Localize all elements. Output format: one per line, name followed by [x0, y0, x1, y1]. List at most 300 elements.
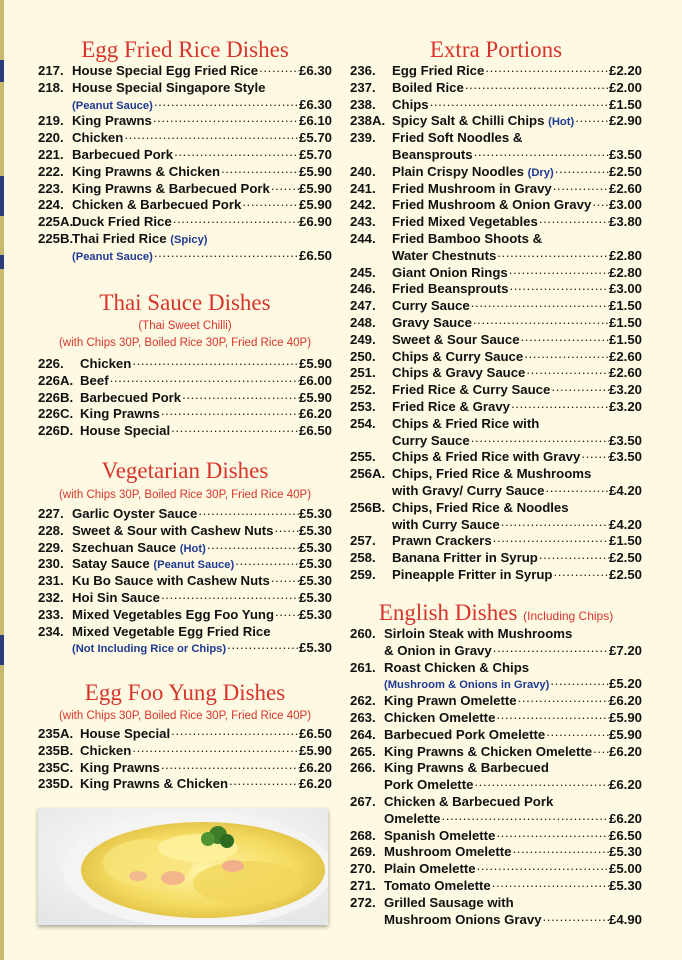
- item-name: Grilled Sausage with: [384, 894, 514, 910]
- item-number: 233.: [38, 606, 64, 622]
- item-name: Fried Beansprouts: [392, 281, 509, 297]
- item-price: £6.20: [298, 759, 332, 775]
- price-leader-dots: [496, 248, 609, 260]
- price-leader-dots: [153, 248, 299, 260]
- item-number: 268.: [350, 827, 376, 843]
- menu-item-line: [350, 197, 642, 214]
- page-edge-mark: [0, 60, 4, 82]
- item-price: £1.50: [608, 315, 642, 330]
- item-price: £6.10: [298, 113, 332, 129]
- item-name: King Prawns: [80, 406, 160, 422]
- omelette-photo-icon: [38, 808, 328, 925]
- item-price: £1.50: [608, 533, 642, 549]
- item-name: Chips, Fried Rice & Noodles: [392, 499, 569, 515]
- menu-item: [350, 828, 642, 845]
- menu-item-line: [350, 332, 642, 349]
- item-tag: (Hot): [548, 116, 575, 129]
- item-number: 243.: [350, 214, 376, 230]
- menu-item: [38, 147, 332, 164]
- english-title-note: (Including Chips): [523, 609, 614, 623]
- menu-item: [350, 298, 642, 315]
- item-number: 228.: [38, 522, 64, 538]
- price-leader-dots: [228, 776, 299, 788]
- price-leader-dots: [523, 349, 609, 361]
- price-leader-dots: [440, 811, 609, 823]
- item-price: £1.50: [608, 96, 642, 112]
- menu-item: [38, 197, 332, 214]
- item-name: King Prawn Omelette: [384, 693, 517, 709]
- item-subtitle: (Mushroom & Onions in Gravy): [384, 679, 550, 692]
- price-leader-dots: [549, 676, 609, 688]
- item-name: Tomato Omelette: [384, 878, 491, 893]
- item-number: 236.: [350, 63, 376, 78]
- item-number: 265.: [350, 743, 376, 759]
- item-name-continued: Beansprouts: [392, 146, 473, 162]
- price-leader-dots: [509, 281, 609, 293]
- menu-item-line: [38, 743, 332, 760]
- item-name: Mixed Vegetables Egg Foo Yung: [72, 606, 275, 622]
- menu-item-line: [350, 676, 642, 693]
- item-name-continued: Pork Omelette: [384, 777, 474, 793]
- price-leader-dots: [274, 523, 299, 535]
- item-price: £1.50: [608, 331, 642, 347]
- item-price: £5.20: [608, 676, 642, 692]
- menu-item: [38, 181, 332, 198]
- item-name: Chicken: [80, 742, 132, 758]
- item-name: Chicken & Barbecued Pork: [384, 794, 554, 809]
- menu-item: [38, 743, 332, 760]
- item-number: 264.: [350, 726, 376, 742]
- item-number: 248.: [350, 315, 376, 330]
- menu-item: [38, 390, 332, 407]
- item-price: £4.20: [608, 482, 642, 498]
- price-leader-dots: [472, 315, 609, 327]
- item-name: Gravy Sauce: [392, 315, 472, 330]
- item-name: Fried Bamboo Shoots &: [392, 231, 543, 246]
- price-leader-dots: [525, 365, 609, 377]
- price-leader-dots: [109, 373, 299, 385]
- price-leader-dots: [153, 97, 299, 109]
- item-number: 245.: [350, 264, 376, 280]
- section-note: (with Chips 30P, Boiled Rice 30P, Fried Rice 40P): [58, 489, 312, 501]
- item-name: King Prawns: [80, 759, 160, 775]
- menu-item-line: [350, 113, 642, 130]
- item-price: £5.90: [298, 389, 332, 405]
- menu-item: [38, 356, 332, 373]
- menu-item-line: [38, 406, 332, 423]
- item-price: £3.00: [608, 281, 642, 297]
- item-name: Chips & Fried Rice with: [392, 415, 540, 431]
- menu-item-line: [38, 356, 332, 373]
- menu-item: [38, 231, 332, 265]
- menu-item: [350, 164, 642, 181]
- menu-item-line: [38, 130, 332, 147]
- price-leader-dots: [492, 533, 609, 545]
- item-name: Chicken: [80, 356, 132, 371]
- item-number: 260.: [350, 626, 376, 641]
- price-leader-dots: [592, 744, 609, 756]
- menu-item: [350, 416, 642, 450]
- price-leader-dots: [542, 912, 609, 924]
- item-price: £6.20: [298, 406, 332, 422]
- price-leader-dots: [241, 197, 299, 209]
- section-title: Extra Portions: [429, 37, 563, 62]
- menu-item: [38, 760, 332, 777]
- price-leader-dots: [274, 607, 299, 619]
- price-leader-dots: [517, 693, 609, 705]
- item-price: £5.30: [298, 506, 332, 521]
- menu-item: [38, 373, 332, 390]
- price-leader-dots: [234, 556, 299, 568]
- menu-item-line: [38, 640, 332, 657]
- price-leader-dots: [206, 540, 299, 552]
- item-name: Thai Fried Rice: [72, 231, 167, 246]
- menu-item-line: [350, 349, 642, 366]
- item-number: 253.: [350, 399, 376, 414]
- menu-item-line: [38, 423, 332, 440]
- item-number: 249.: [350, 331, 376, 347]
- item-number: 235D.: [38, 776, 74, 792]
- menu-item: [38, 607, 332, 624]
- item-name: Satay Sauce: [72, 556, 150, 572]
- menu-item-line: [350, 710, 642, 727]
- section-subtitle: (Thai Sweet Chilli): [138, 320, 232, 332]
- price-leader-dots: [552, 567, 609, 579]
- item-name: Pineapple Fritter in Syrup: [392, 567, 553, 582]
- menu-item: [38, 590, 332, 607]
- menu-item: [350, 231, 642, 265]
- item-name: Curry Sauce: [392, 298, 470, 314]
- item-number: 220.: [38, 130, 64, 146]
- menu-item: [38, 506, 332, 523]
- menu-item-line: [350, 550, 642, 567]
- item-number: 257.: [350, 533, 376, 549]
- item-price: £5.30: [298, 539, 332, 555]
- price-leader-dots: [270, 181, 299, 193]
- item-name: Spicy Salt & Chilli Chips: [392, 113, 545, 129]
- menu-item: [350, 97, 642, 114]
- item-number: 235B.: [38, 742, 74, 758]
- item-name: Plain Crispy Noodles: [392, 163, 524, 179]
- item-number: 224.: [38, 197, 64, 213]
- menu-item: [350, 281, 642, 298]
- menu-item: [350, 63, 642, 80]
- menu-item-line: [350, 63, 642, 80]
- item-name: Chips & Gravy Sauce: [392, 365, 526, 381]
- item-name: House Special Singapore Style: [72, 79, 266, 95]
- item-name-continued: with Curry Sauce: [392, 516, 500, 532]
- price-leader-dots: [172, 214, 299, 226]
- item-number: 222.: [38, 163, 64, 179]
- menu-item-line: [38, 63, 332, 80]
- price-leader-dots: [226, 640, 299, 652]
- menu-item-line: [350, 744, 642, 761]
- menu-item-line: [350, 382, 642, 399]
- item-number: 221.: [38, 147, 64, 162]
- price-leader-dots: [538, 214, 609, 226]
- item-name: King Prawns & Barbecued Pork: [72, 180, 270, 196]
- menu-item-line: [350, 80, 642, 97]
- menu-item-line: [350, 760, 642, 777]
- price-leader-dots: [173, 147, 299, 159]
- item-price: £3.80: [608, 214, 642, 230]
- menu-item-line: [38, 231, 332, 248]
- item-price: £6.50: [298, 726, 332, 741]
- menu-item-line: [38, 197, 332, 214]
- menu-item-line: [350, 660, 642, 677]
- item-subtitle: (Peanut Sauce): [72, 250, 153, 263]
- menu-item: [38, 164, 332, 181]
- item-price: £5.90: [608, 726, 642, 742]
- item-price: £5.30: [298, 590, 332, 605]
- price-leader-dots: [508, 265, 609, 277]
- item-name: Mixed Vegetable Egg Fried Rice: [72, 623, 271, 639]
- menu-item-line: [350, 626, 642, 643]
- item-name: Sweet & Sour Sauce: [392, 331, 520, 347]
- price-leader-dots: [574, 113, 609, 125]
- item-price: £2.90: [608, 113, 642, 129]
- item-price: £6.20: [608, 777, 642, 793]
- menu-item-line: [350, 567, 642, 584]
- page-edge-mark: [0, 255, 4, 269]
- menu-item: [350, 794, 642, 828]
- menu-item-line: [350, 130, 642, 147]
- item-name: House Special: [80, 423, 171, 439]
- item-name: Barbecued Pork: [72, 147, 174, 162]
- menu-item: [350, 214, 642, 231]
- menu-item: [38, 556, 332, 573]
- item-price: £3.50: [608, 449, 642, 465]
- item-price: £5.30: [298, 606, 332, 622]
- item-number: 229.: [38, 539, 64, 555]
- section-title: Thai Sauce Dishes: [99, 290, 271, 315]
- menu-item-line: [38, 590, 332, 607]
- item-name: Giant Onion Rings: [392, 264, 508, 280]
- menu-item-line: [350, 164, 642, 181]
- menu-item-line: [350, 231, 642, 248]
- item-number: 226C.: [38, 406, 74, 422]
- menu-item-line: [350, 298, 642, 315]
- item-number: 235A.: [38, 726, 74, 741]
- menu-item: [38, 80, 332, 114]
- item-price: £3.50: [608, 432, 642, 448]
- item-price: £3.00: [608, 197, 642, 213]
- item-number: 227.: [38, 506, 64, 521]
- item-name-continued: Mushroom Onions Gravy: [384, 911, 542, 927]
- menu-item: [350, 466, 642, 500]
- item-number: 247.: [350, 298, 376, 314]
- item-number: 246.: [350, 281, 376, 297]
- item-price: £3.50: [608, 146, 642, 162]
- menu-item: [350, 80, 642, 97]
- menu-item: [350, 332, 642, 349]
- item-name: Boiled Rice: [392, 79, 464, 95]
- item-price: £3.20: [608, 382, 642, 398]
- menu-item: [350, 315, 642, 332]
- menu-item-line: [350, 500, 642, 517]
- item-name: King Prawns & Chicken: [72, 163, 221, 179]
- price-leader-dots: [160, 760, 299, 772]
- menu-item: [350, 660, 642, 694]
- item-name: King Prawns & Barbecued: [384, 760, 549, 776]
- item-number: 263.: [350, 710, 376, 725]
- item-name: Chips & Fried Rice with Gravy: [392, 449, 581, 465]
- price-leader-dots: [181, 390, 299, 402]
- menu-item-line: [350, 365, 642, 382]
- item-name: Chips: [392, 96, 429, 112]
- item-price: £6.20: [608, 810, 642, 826]
- menu-item: [38, 423, 332, 440]
- item-number: 217.: [38, 63, 64, 78]
- menu-item-line: [350, 794, 642, 811]
- item-name: Duck Fried Rice: [72, 214, 172, 230]
- item-name: Fried Rice & Curry Sauce: [392, 382, 551, 398]
- menu-item-line: [38, 214, 332, 231]
- price-leader-dots: [550, 382, 609, 394]
- price-leader-dots: [554, 164, 609, 176]
- menu-item-line: [38, 556, 332, 573]
- item-name: Beef: [80, 372, 109, 388]
- item-number: 240.: [350, 163, 376, 179]
- item-price: £2.80: [608, 247, 642, 263]
- item-price: £5.90: [298, 163, 332, 179]
- item-price: £5.30: [298, 573, 332, 589]
- item-name: Chicken Omelette: [384, 710, 496, 725]
- menu-item: [350, 550, 642, 567]
- price-leader-dots: [491, 878, 609, 890]
- item-name: Prawn Crackers: [392, 533, 492, 549]
- item-name: Chips, Fried Rice & Mushrooms: [392, 466, 592, 482]
- price-leader-dots: [152, 113, 299, 125]
- item-price: £2.50: [608, 550, 642, 566]
- item-price: £2.50: [608, 567, 642, 582]
- menu-item: [350, 500, 642, 534]
- item-name: Garlic Oyster Sauce: [72, 506, 198, 521]
- menu-item: [350, 130, 642, 164]
- item-name: Fried Mixed Vegetables: [392, 214, 538, 230]
- menu-item-line: [38, 373, 332, 390]
- menu-item: [350, 878, 642, 895]
- section-note: (with Chips 30P, Boiled Rice 30P, Fried Rice 40P): [58, 710, 312, 722]
- item-name: Szechuan Sauce: [72, 539, 177, 555]
- item-number: 261.: [350, 659, 376, 675]
- item-number: 259.: [350, 567, 376, 582]
- item-name: Ku Bo Sauce with Cashew Nuts: [72, 573, 270, 589]
- price-leader-dots: [552, 181, 609, 193]
- price-leader-dots: [591, 197, 609, 209]
- menu-item-line: [350, 643, 642, 660]
- item-name: Egg Fried Rice: [392, 63, 485, 78]
- menu-item-line: [350, 466, 642, 483]
- menu-item-line: [38, 164, 332, 181]
- menu-item-line: [38, 523, 332, 540]
- item-subtitle: (Not Including Rice or Chips): [72, 643, 227, 656]
- price-leader-dots: [170, 423, 299, 435]
- item-price: £4.20: [608, 516, 642, 532]
- item-number: 226D.: [38, 423, 74, 439]
- item-price: £2.00: [608, 79, 642, 95]
- price-leader-dots: [473, 147, 609, 159]
- price-leader-dots: [492, 643, 609, 655]
- item-name: Fried Mushroom in Gravy: [392, 180, 552, 196]
- item-price: £6.50: [608, 827, 642, 843]
- price-leader-dots: [123, 130, 299, 142]
- item-number: 256B.: [350, 499, 386, 515]
- item-number: 252.: [350, 382, 376, 398]
- item-name: King Prawns & Chicken Omelette: [384, 743, 593, 759]
- menu-item: [38, 726, 332, 743]
- menu-item: [350, 895, 642, 929]
- item-price: £5.00: [608, 861, 642, 877]
- item-number: 237.: [350, 79, 376, 95]
- item-price: £1.50: [608, 298, 642, 314]
- page-edge-strip: [0, 0, 4, 960]
- item-tag: (Hot): [179, 542, 206, 555]
- menu-item: [350, 533, 642, 550]
- item-number: 262.: [350, 693, 376, 709]
- menu-item-line: [350, 861, 642, 878]
- menu-item-line: [38, 760, 332, 777]
- price-leader-dots: [512, 844, 609, 856]
- item-price: £2.20: [608, 63, 642, 78]
- item-number: 266.: [350, 760, 376, 776]
- menu-item-line: [38, 607, 332, 624]
- item-name-continued: Water Chestnuts: [392, 247, 497, 263]
- item-number: 255.: [350, 449, 376, 465]
- item-price: £6.50: [298, 247, 332, 263]
- item-price: £5.90: [298, 197, 332, 213]
- item-number: 231.: [38, 573, 64, 589]
- menu-item: [350, 365, 642, 382]
- price-leader-dots: [270, 573, 299, 585]
- page-edge-mark: [0, 176, 4, 216]
- menu-item-line: [350, 399, 642, 416]
- item-price: £7.20: [608, 642, 642, 658]
- item-number: 238A.: [350, 113, 386, 129]
- price-leader-dots: [476, 861, 609, 873]
- item-number: 250.: [350, 348, 376, 364]
- menu-item-line: [38, 248, 332, 265]
- item-price: £2.60: [608, 348, 642, 364]
- item-price: £6.50: [298, 423, 332, 439]
- menu-item-line: [350, 181, 642, 198]
- english-title: English Dishes: [378, 600, 518, 625]
- section-title: Egg Foo Yung Dishes: [84, 680, 286, 705]
- item-number: 225A.: [38, 214, 74, 230]
- price-leader-dots: [473, 777, 609, 789]
- menu-item: [350, 861, 642, 878]
- item-name: Mushroom Omelette: [384, 844, 512, 860]
- item-name: Sweet & Sour with Cashew Nuts: [72, 522, 274, 538]
- item-number: 226.: [38, 356, 64, 371]
- menu-item-line: [38, 624, 332, 641]
- price-leader-dots: [470, 433, 609, 445]
- item-name: Plain Omelette: [384, 861, 476, 877]
- item-price: £6.30: [298, 63, 332, 78]
- menu-item-line: [350, 483, 642, 500]
- menu-item-line: [350, 878, 642, 895]
- item-name: Chips & Curry Sauce: [392, 348, 524, 364]
- menu-item-line: [350, 777, 642, 794]
- item-price: £6.20: [298, 776, 332, 792]
- section-title: Egg Fried Rice Dishes: [81, 37, 289, 62]
- menu-item-line: [350, 727, 642, 744]
- menu-item: [38, 406, 332, 423]
- item-number: 270.: [350, 861, 376, 877]
- item-number: 239.: [350, 130, 376, 146]
- item-price: £3.20: [608, 399, 642, 414]
- price-leader-dots: [495, 828, 609, 840]
